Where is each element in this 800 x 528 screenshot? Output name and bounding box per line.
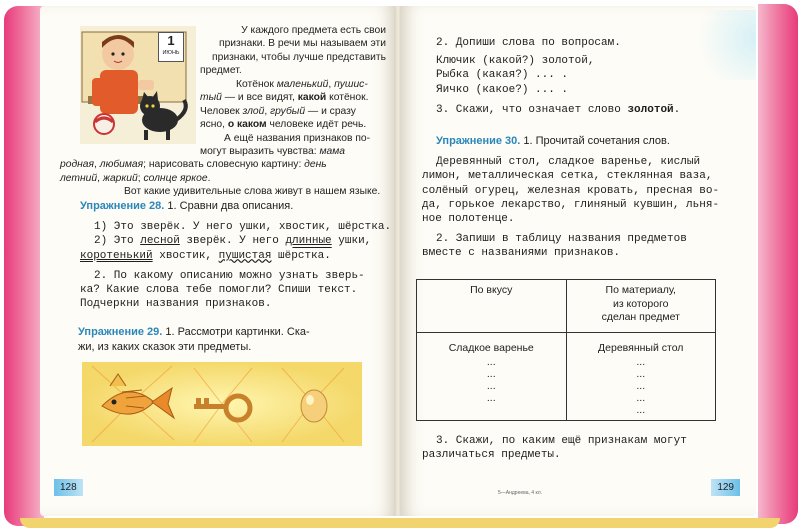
text-span: ,: [264, 105, 271, 117]
word-item: Ключик (какой?) золотой,: [436, 55, 595, 68]
text-span: ; нарисовать словесную картину:: [143, 159, 305, 171]
question-line: ка? Какие слова тебе помогли? Спиши текст.: [80, 284, 358, 297]
text-span: грубый: [270, 105, 306, 117]
text-span: злой: [242, 105, 265, 117]
intro-paragraph: [200, 24, 386, 78]
text-span: ,: [97, 172, 103, 184]
text-span: зверёк. У него: [179, 235, 286, 248]
task-line: различаться предметы.: [422, 449, 561, 462]
exercise-29: [78, 325, 392, 354]
text-span: Человек: [200, 105, 243, 117]
cell-taste: [417, 333, 567, 421]
description-1: 1) Это зверёк. У него ушки, хвостик, шёрстка.: [94, 221, 392, 234]
right-page: [400, 6, 756, 516]
text-span: ,: [328, 79, 335, 90]
footnote: 5—Андреева, 4 кл.: [498, 490, 543, 496]
text-span: лесной: [140, 235, 180, 248]
page-number-left: 128: [54, 479, 83, 496]
text-span: .: [207, 172, 211, 184]
signs-explanation: [60, 78, 386, 199]
dots: ...: [486, 355, 496, 368]
text-span: какой: [297, 92, 327, 104]
exercise-30: [422, 134, 740, 261]
text-span: 2) Это: [94, 235, 141, 248]
question-line: Подчеркни названия признаков.: [80, 298, 272, 311]
text-span: пушис-: [334, 79, 368, 90]
signs-table: [416, 279, 716, 421]
exercise-28-label: Упражнение 28.: [80, 200, 165, 212]
exercise-29-task: жи, из каких сказок эти предметы.: [78, 341, 252, 354]
text-span: о каком: [227, 119, 267, 131]
intro-line: У каждого предмета есть свои: [241, 25, 386, 36]
cell-material: [566, 333, 716, 421]
text-span: длинные: [285, 235, 332, 248]
text-span: 3. Скажи, что означает слово: [436, 103, 628, 116]
header-text: По вкусу: [470, 284, 513, 296]
cover-edge-right: [758, 4, 798, 524]
text-span: золотой: [627, 103, 674, 116]
exercise-29-task: 1. Рассмотри картинки. Ска-: [162, 326, 310, 338]
task-line: 2. Допиши слова по вопросам.: [436, 37, 621, 49]
word-item: Рыбка (какая?) ... .: [436, 69, 569, 82]
word-item: Яичко (какое?) ... .: [436, 83, 569, 96]
phrase-line: Деревянный стол, сладкое варенье, кислый: [436, 156, 701, 169]
exercise-28: [80, 199, 394, 311]
phrase-line: ное полотенце.: [422, 213, 515, 226]
header-text: сделан предмет: [601, 311, 680, 323]
task-line: 2. Запиши в таблицу названия предметов: [436, 233, 687, 246]
dots: ...: [486, 379, 496, 392]
dots: ...: [486, 367, 496, 380]
text-span: ушки,: [331, 235, 372, 248]
task-line: 3. Скажи, по каким ещё признакам могут: [436, 435, 687, 447]
left-page: [40, 6, 396, 516]
phrase-line: солёный огурец, железная кровать, пресная во-: [422, 184, 720, 197]
text-span: маленький: [276, 79, 329, 90]
text-span: жаркий: [102, 172, 138, 184]
dots: ...: [636, 403, 646, 416]
text-span: солнце яркое: [143, 172, 208, 184]
text-span: мама: [319, 146, 346, 158]
dots: ...: [486, 391, 496, 404]
cover-edge-left: [4, 6, 44, 526]
calendar-day: 1: [167, 33, 175, 48]
task-other-signs: [422, 434, 740, 462]
text-span: ,: [94, 159, 100, 171]
text-span: человеке идёт речь.: [266, 119, 367, 131]
page-number-right: 129: [711, 479, 740, 496]
golden-objects-illustration: [82, 362, 362, 446]
text-span: любимая: [99, 159, 144, 171]
cell-text: Деревянный стол: [598, 342, 684, 354]
exercise-29-label: Упражнение 29.: [78, 326, 163, 338]
task-fill-words: [436, 36, 736, 117]
col-header-taste: [417, 280, 567, 333]
text-span: могут выразить чувства:: [200, 146, 320, 158]
col-header-material: [566, 280, 716, 333]
text-span: ;: [137, 172, 144, 184]
intro-line: признаки, чтобы лучше представить: [212, 51, 386, 63]
phrase-line: лимон, металлическая сетка, стеклянная ваза,: [422, 170, 713, 183]
text-span: тый: [200, 92, 222, 104]
calendar-sheet: [158, 32, 184, 62]
task-line: вместе с названиями признаков.: [422, 247, 621, 260]
text-span: — и все видят,: [221, 92, 298, 104]
dots: ...: [636, 355, 646, 368]
dots: ...: [636, 391, 646, 404]
exercise-28-task: 1. Сравни два описания.: [164, 200, 294, 212]
text-span: пушистая: [218, 249, 272, 262]
text-span: хвостик,: [152, 249, 219, 262]
intro-line: предмет.: [200, 65, 242, 77]
text-span: день: [304, 159, 327, 171]
text-span: .: [673, 103, 681, 116]
dots: ...: [636, 379, 646, 392]
text-span: ясно,: [200, 119, 228, 131]
question-line: 2. По какому описанию можно узнать зверь-: [94, 269, 365, 282]
text-line: А ещё названия признаков по-: [224, 132, 371, 144]
text-span: коротенький: [80, 249, 153, 262]
text-line: Вот какие удивительные слова живут в нашем языке.: [124, 186, 381, 198]
text-span: Котёнок: [236, 79, 277, 90]
header-text: По материалу,: [605, 284, 676, 296]
exercise-30-label: Упражнение 30.: [436, 135, 521, 147]
exercise-30-task: 1. Прочитай сочетания слов.: [520, 135, 670, 147]
dots: ...: [636, 367, 646, 380]
phrase-line: да, горькое лекарство, глиняный кувшин, льня-: [422, 198, 720, 211]
text-span: котёнок.: [326, 92, 369, 104]
text-span: летний: [60, 172, 98, 184]
text-span: — и сразу: [305, 105, 356, 117]
header-text: из которого: [612, 297, 669, 310]
cover-bottom-edge: [20, 518, 780, 528]
cell-text: Сладкое варенье: [448, 342, 534, 354]
intro-line: признаки. В речи мы называем эти: [219, 38, 386, 50]
text-span: родная: [60, 159, 95, 171]
text-span: шёрстка.: [271, 249, 331, 262]
calendar-month: ИЮНЬ: [162, 50, 180, 56]
